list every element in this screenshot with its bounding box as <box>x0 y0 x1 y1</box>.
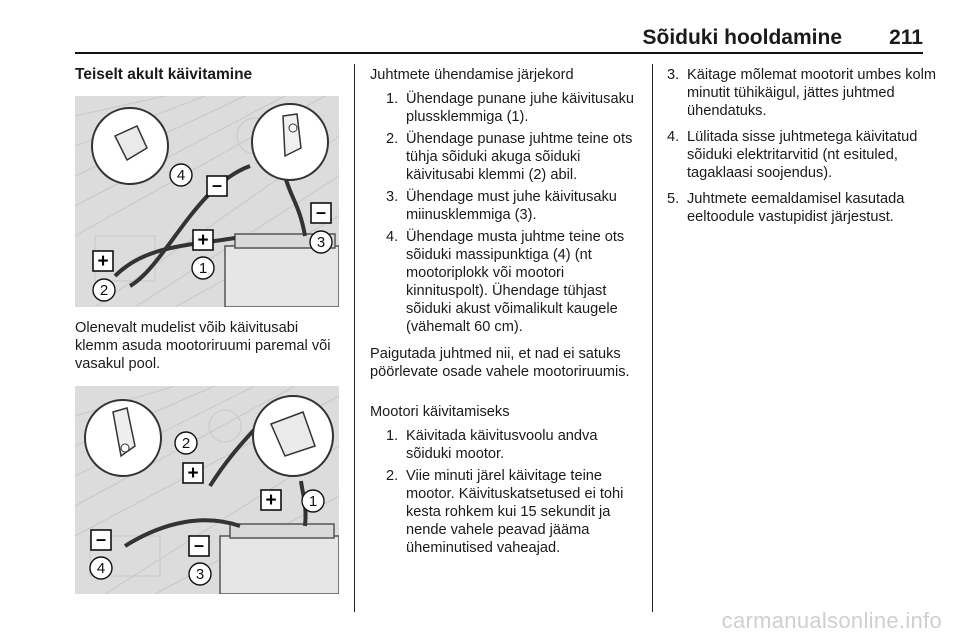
step-text: Viie minuti järel käivitage teine mootor. Käivituskatsetused ei tohi kesta rohkem kui 15 sekundit ja nende vahele peavad jääma üheminutised vaheajad. <box>406 468 624 556</box>
step-text: Lülitada sisse juhtmetega käivitatud sõiduki elektritarvitid (nt esituled, tagaklaasi soojendus). <box>687 129 918 181</box>
jump-start-figure-2 <box>75 386 339 594</box>
list-item <box>667 66 943 120</box>
battery-body <box>225 246 339 307</box>
list-item <box>382 130 646 184</box>
fig1-minus-b: – <box>315 202 327 222</box>
fig1-callout-3: 3 <box>316 234 326 251</box>
list-item <box>667 190 943 226</box>
fig2-plus-a: + <box>187 463 199 484</box>
page-number: 211 <box>889 26 923 49</box>
left-paragraph: Olenevalt mudelist võib käivitusabi klemm asuda mootoriruumi paremal või vasakul pool. <box>75 320 331 372</box>
middle-paragraph-2: Paigutada juhtmed nii, et nad ei satuks pöörlevate osade vahele mootoriruumis. <box>370 346 630 380</box>
fig2-callout-4: 4 <box>96 560 106 577</box>
step-text: Käitage mõlemat mootorit umbes kolm minutit tühikäigul, jättes juhtmed ühendatuks. <box>687 67 937 119</box>
jump-start-figure-1 <box>75 96 339 307</box>
fig2-callout-1: 1 <box>308 493 318 510</box>
battery-body-2 <box>220 536 339 594</box>
step-number: 1. <box>386 428 399 444</box>
continued-steps <box>667 66 943 234</box>
step-text: Ühendage musta juhtme teine ots sõiduki massipunktiga (4) (nt mootoriplokk või mootori kinnituspolt). Ühendage tühjast sõiduki akust võimalikult kaugele (vähemalt 60 cm). <box>406 229 625 335</box>
step-number: 2. <box>386 468 399 484</box>
fig1-callout-4: 4 <box>176 167 186 184</box>
start-steps <box>382 427 646 561</box>
fig1-plus-b: + <box>97 251 109 272</box>
connection-steps <box>382 90 646 340</box>
page-header-title: Sõiduki hooldamine <box>642 26 842 49</box>
step-number: 4. <box>667 129 680 145</box>
list-item <box>382 467 646 557</box>
fig1-minus-a: – <box>211 175 223 195</box>
step-number: 5. <box>667 191 680 207</box>
step-number: 3. <box>386 189 399 205</box>
fig2-minus-b: – <box>193 535 205 555</box>
middle-paragraph-3: Mootori käivitamiseks <box>370 404 510 420</box>
step-text: Ühendage punase juhtme teine ots tühja sõiduki akuga sõiduki käivitusabi klemmi (2) abil. <box>406 131 633 183</box>
section-heading: Teiselt akult käivitamine <box>75 66 253 83</box>
fig2-callout-3: 3 <box>195 566 205 583</box>
list-item <box>382 90 646 126</box>
header-rule <box>75 52 923 54</box>
list-item <box>382 228 646 336</box>
step-text: Käivitada käivitusvoolu andva sõiduki mootor. <box>406 428 598 462</box>
step-number: 2. <box>386 131 399 147</box>
fig2-callout-2: 2 <box>181 435 191 452</box>
column-divider-1 <box>354 64 355 612</box>
step-number: 1. <box>386 91 399 107</box>
list-item <box>667 128 943 182</box>
list-item <box>382 188 646 224</box>
step-number: 3. <box>667 67 680 83</box>
step-text: Ühendage punane juhe käivitusaku plussklemmiga (1). <box>406 91 634 125</box>
fig2-minus-a: – <box>95 529 107 549</box>
column-divider-2 <box>652 64 653 612</box>
middle-title: Juhtmete ühendamise järjekord <box>370 67 574 83</box>
step-number: 4. <box>386 229 399 245</box>
fig2-plus-b: + <box>265 490 277 511</box>
fig1-callout-1: 1 <box>198 260 208 277</box>
fig1-plus-a: + <box>197 230 209 251</box>
list-item <box>382 427 646 463</box>
fig1-callout-2: 2 <box>99 282 109 299</box>
step-text: Juhtmete eemaldamisel kasutada eeltoodule vastupidist järjestust. <box>687 191 905 225</box>
step-text: Ühendage must juhe käivitusaku miinusklemmiga (3). <box>406 189 617 223</box>
watermark-text: carmanualsonline.info <box>721 608 942 633</box>
